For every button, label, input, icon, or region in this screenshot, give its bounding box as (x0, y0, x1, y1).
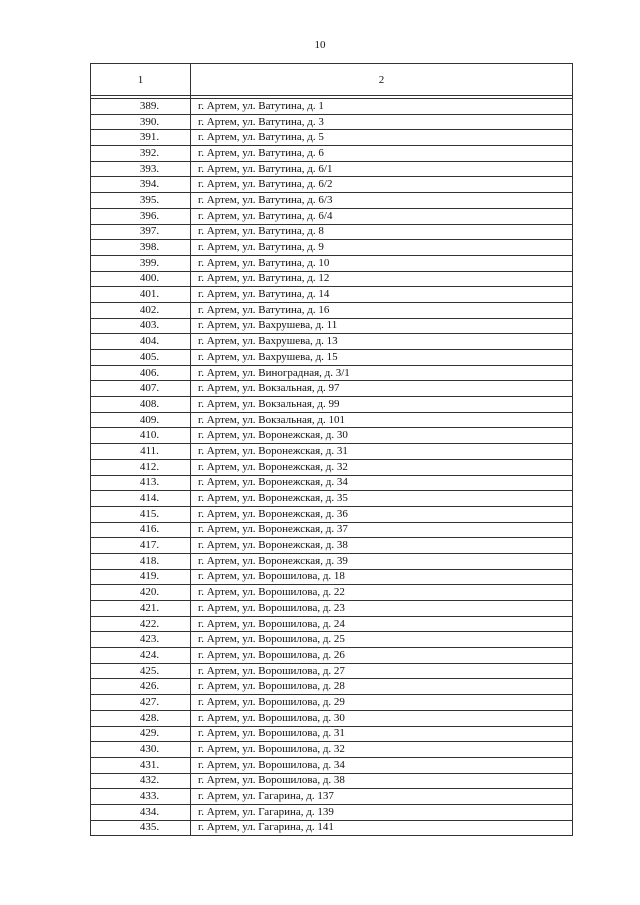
row-address: г. Артем, ул. Ватутина, д. 9 (191, 240, 573, 256)
row-number: 430. (91, 742, 191, 758)
row-address: г. Артем, ул. Ворошилова, д. 32 (191, 742, 573, 758)
table-row (91, 177, 573, 193)
row-address: г. Артем, ул. Ворошилова, д. 25 (191, 632, 573, 648)
table-row (91, 773, 573, 789)
row-number: 431. (91, 757, 191, 773)
row-number: 393. (91, 161, 191, 177)
row-address: г. Артем, ул. Ватутина, д. 8 (191, 224, 573, 240)
row-number: 403. (91, 318, 191, 334)
table-row (91, 632, 573, 648)
row-address: г. Артем, ул. Воронежская, д. 34 (191, 475, 573, 491)
table-row (91, 397, 573, 413)
table-row (91, 538, 573, 554)
row-number: 405. (91, 350, 191, 366)
row-number: 394. (91, 177, 191, 193)
table-row (91, 648, 573, 664)
row-number: 409. (91, 412, 191, 428)
row-number: 419. (91, 569, 191, 585)
row-number: 426. (91, 679, 191, 695)
row-address: г. Артем, ул. Воронежская, д. 35 (191, 491, 573, 507)
row-number: 425. (91, 663, 191, 679)
row-number: 427. (91, 695, 191, 711)
row-number: 421. (91, 601, 191, 617)
table-row (91, 381, 573, 397)
table-row (91, 710, 573, 726)
row-address: г. Артем, ул. Виноградная, д. 3/1 (191, 365, 573, 381)
table-row (91, 475, 573, 491)
table-row (91, 804, 573, 820)
table-row (91, 240, 573, 256)
row-address: г. Артем, ул. Ворошилова, д. 31 (191, 726, 573, 742)
row-number: 422. (91, 616, 191, 632)
row-address: г. Артем, ул. Ворошилова, д. 24 (191, 616, 573, 632)
row-address: г. Артем, ул. Гагарина, д. 137 (191, 789, 573, 805)
row-address: г. Артем, ул. Ворошилова, д. 18 (191, 569, 573, 585)
table-row (91, 365, 573, 381)
row-address: г. Артем, ул. Ватутина, д. 3 (191, 114, 573, 130)
row-address: г. Артем, ул. Ватутина, д. 6/3 (191, 193, 573, 209)
row-address: г. Артем, ул. Ватутина, д. 6/4 (191, 208, 573, 224)
table-row (91, 726, 573, 742)
table-row (91, 428, 573, 444)
row-number: 404. (91, 334, 191, 350)
row-number: 389. (91, 99, 191, 115)
row-number: 414. (91, 491, 191, 507)
row-number: 392. (91, 146, 191, 162)
row-number: 424. (91, 648, 191, 664)
row-address: г. Артем, ул. Ватутина, д. 12 (191, 271, 573, 287)
row-address: г. Артем, ул. Ватутина, д. 6/1 (191, 161, 573, 177)
row-number: 417. (91, 538, 191, 554)
table-row (91, 663, 573, 679)
table-row (91, 506, 573, 522)
row-address: г. Артем, ул. Воронежская, д. 36 (191, 506, 573, 522)
table-row (91, 679, 573, 695)
row-number: 401. (91, 287, 191, 303)
row-address: г. Артем, ул. Ворошилова, д. 22 (191, 585, 573, 601)
table-row (91, 757, 573, 773)
row-address: г. Артем, ул. Ватутина, д. 14 (191, 287, 573, 303)
row-address: г. Артем, ул. Вахрушева, д. 11 (191, 318, 573, 334)
row-number: 408. (91, 397, 191, 413)
row-number: 433. (91, 789, 191, 805)
row-number: 418. (91, 553, 191, 569)
row-number: 402. (91, 302, 191, 318)
row-number: 428. (91, 710, 191, 726)
table-row (91, 522, 573, 538)
row-number: 423. (91, 632, 191, 648)
table-row (91, 99, 573, 115)
row-number: 400. (91, 271, 191, 287)
table-row (91, 491, 573, 507)
row-address: г. Артем, ул. Ватутина, д. 16 (191, 302, 573, 318)
row-number: 420. (91, 585, 191, 601)
row-number: 397. (91, 224, 191, 240)
table-row (91, 601, 573, 617)
row-number: 432. (91, 773, 191, 789)
table-row (91, 287, 573, 303)
row-address: г. Артем, ул. Воронежская, д. 32 (191, 459, 573, 475)
row-number: 429. (91, 726, 191, 742)
table-row (91, 146, 573, 162)
row-address: г. Артем, ул. Вахрушева, д. 13 (191, 334, 573, 350)
row-address: г. Артем, ул. Вокзальная, д. 99 (191, 397, 573, 413)
row-number: 412. (91, 459, 191, 475)
row-address: г. Артем, ул. Вахрушева, д. 15 (191, 350, 573, 366)
table-row (91, 695, 573, 711)
row-number: 411. (91, 444, 191, 460)
row-address: г. Артем, ул. Ватутина, д. 10 (191, 255, 573, 271)
row-number: 406. (91, 365, 191, 381)
table-row (91, 444, 573, 460)
column-header-address: 2 (191, 64, 573, 96)
row-address: г. Артем, ул. Ворошилова, д. 30 (191, 710, 573, 726)
table-row (91, 820, 573, 836)
row-address: г. Артем, ул. Ворошилова, д. 38 (191, 773, 573, 789)
table-row (91, 255, 573, 271)
table-row (91, 318, 573, 334)
row-address: г. Артем, ул. Ватутина, д. 5 (191, 130, 573, 146)
row-number: 410. (91, 428, 191, 444)
row-number: 399. (91, 255, 191, 271)
table-row (91, 193, 573, 209)
row-number: 434. (91, 804, 191, 820)
table-row (91, 224, 573, 240)
table-row (91, 271, 573, 287)
row-address: г. Артем, ул. Воронежская, д. 38 (191, 538, 573, 554)
column-header-number: 1 (91, 64, 191, 96)
row-address: г. Артем, ул. Воронежская, д. 30 (191, 428, 573, 444)
address-table (90, 63, 573, 836)
row-address: г. Артем, ул. Вокзальная, д. 97 (191, 381, 573, 397)
table-row (91, 114, 573, 130)
row-address: г. Артем, ул. Гагарина, д. 141 (191, 820, 573, 836)
row-address: г. Артем, ул. Ворошилова, д. 26 (191, 648, 573, 664)
row-address: г. Артем, ул. Ватутина, д. 1 (191, 99, 573, 115)
table-row (91, 302, 573, 318)
row-address: г. Артем, ул. Вокзальная, д. 101 (191, 412, 573, 428)
row-number: 395. (91, 193, 191, 209)
table-row (91, 585, 573, 601)
row-address: г. Артем, ул. Ворошилова, д. 29 (191, 695, 573, 711)
row-number: 435. (91, 820, 191, 836)
table-row (91, 789, 573, 805)
row-address: г. Артем, ул. Ворошилова, д. 27 (191, 663, 573, 679)
row-number: 398. (91, 240, 191, 256)
row-address: г. Артем, ул. Ватутина, д. 6 (191, 146, 573, 162)
table-row (91, 161, 573, 177)
table-row (91, 616, 573, 632)
row-address: г. Артем, ул. Ворошилова, д. 28 (191, 679, 573, 695)
row-address: г. Артем, ул. Ворошилова, д. 23 (191, 601, 573, 617)
row-number: 416. (91, 522, 191, 538)
table-row (91, 569, 573, 585)
page-number: 10 (314, 39, 326, 51)
row-address: г. Артем, ул. Воронежская, д. 37 (191, 522, 573, 538)
table-body (91, 96, 573, 836)
row-address: г. Артем, ул. Ворошилова, д. 34 (191, 757, 573, 773)
table-header-row (91, 64, 573, 96)
row-number: 415. (91, 506, 191, 522)
table-row (91, 412, 573, 428)
row-address: г. Артем, ул. Воронежская, д. 31 (191, 444, 573, 460)
row-number: 390. (91, 114, 191, 130)
table-row (91, 742, 573, 758)
row-number: 413. (91, 475, 191, 491)
table-row (91, 208, 573, 224)
row-number: 407. (91, 381, 191, 397)
table-row (91, 334, 573, 350)
row-address: г. Артем, ул. Воронежская, д. 39 (191, 553, 573, 569)
row-number: 396. (91, 208, 191, 224)
table-row (91, 130, 573, 146)
table-row (91, 459, 573, 475)
table-row (91, 553, 573, 569)
row-address: г. Артем, ул. Гагарина, д. 139 (191, 804, 573, 820)
table-row (91, 350, 573, 366)
row-address: г. Артем, ул. Ватутина, д. 6/2 (191, 177, 573, 193)
row-number: 391. (91, 130, 191, 146)
